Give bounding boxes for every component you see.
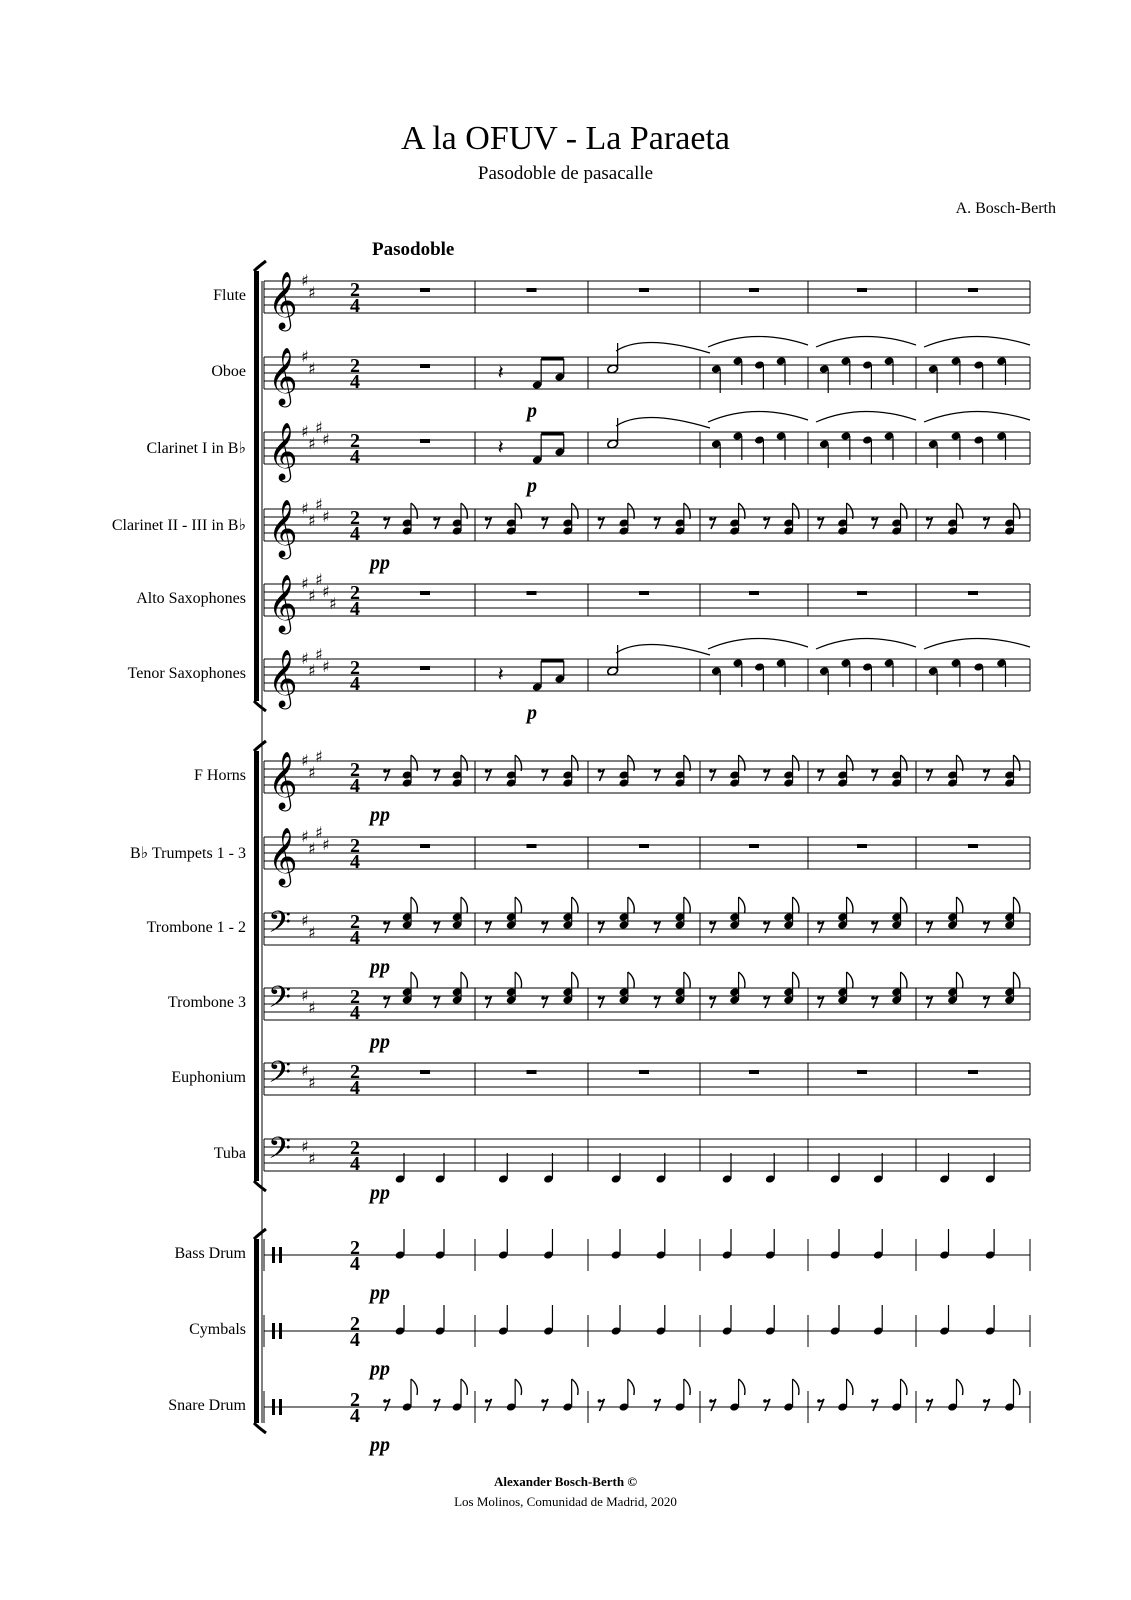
dynamic-marking: pp [370,552,390,574]
instrument-label: Euphonium [171,1069,246,1086]
sharp-icon: ♯ [315,570,323,589]
eighth-flag [793,1379,799,1395]
instrument-label: Bass Drum [174,1245,246,1262]
slur [924,411,1030,422]
sharp-icon: ♯ [308,434,316,453]
treble-clef-icon: 𝄞 [268,271,298,329]
dynamic-marking: p [527,475,537,497]
instrument-label: Flute [213,287,246,304]
slur [816,336,916,347]
dynamic-marking: pp [370,1434,390,1456]
eighth-flag [628,1379,634,1395]
dynamic-marking: p [527,702,537,724]
eighth-flag [956,1379,962,1395]
sharp-icon: ♯ [322,657,330,676]
slur [816,638,916,649]
time-signature-bottom: 4 [350,851,360,873]
eighth-flag [572,972,578,988]
treble-clef-icon: 𝄞 [268,649,298,707]
whole-rest [857,591,867,595]
whole-rest [420,844,430,848]
sharp-icon: ♯ [308,359,316,378]
slur [924,336,1030,347]
whole-rest [968,1070,978,1074]
dynamic-marking: pp [370,1358,390,1380]
eighth-flag [684,1379,690,1395]
eighth-flag [411,897,417,913]
sharp-icon: ♯ [301,271,309,290]
sharp-icon: ♯ [301,649,309,668]
sharp-icon: ♯ [308,283,316,302]
whole-rest [420,1070,430,1074]
whole-rest [420,666,430,670]
time-signature-bottom: 4 [350,775,360,797]
dynamic-marking: pp [370,1031,390,1053]
time-signature-top: 2 [350,657,360,679]
time-signature-bottom: 4 [350,1077,360,1099]
time-signature-bottom: 4 [350,1153,360,1175]
whole-rest [527,844,537,848]
sharp-icon: ♯ [301,1061,309,1080]
sharp-icon: ♯ [308,763,316,782]
eighth-flag [628,972,634,988]
time-signature-top: 2 [350,507,360,529]
staff-9 [264,972,1030,1053]
time-signature-top: 2 [350,986,360,1008]
quarter-rest-icon: 𝄽 [497,435,504,459]
slur [708,638,808,649]
whole-rest [749,288,759,292]
instrument-label: Tenor Saxophones [127,665,246,682]
eighth-flag [847,897,853,913]
eighth-flag [411,972,417,988]
sharp-icon: ♯ [322,835,330,854]
eighth-flag [847,1379,853,1395]
dynamic-marking: pp [370,804,390,826]
time-signature-bottom: 4 [350,371,360,393]
slur [616,644,710,655]
whole-rest [527,1070,537,1074]
whole-rest [857,1070,867,1074]
treble-clef-icon: 𝄞 [268,751,298,809]
instrument-label: Trombone 3 [167,994,246,1011]
slur [816,411,916,422]
instrument-label: Snare Drum [168,1397,246,1414]
staff-1 [264,336,1030,422]
treble-clef-icon: 𝄞 [268,347,298,405]
sharp-icon: ♯ [308,923,316,942]
instrument-label: Cymbals [189,1321,246,1338]
sharp-icon: ♯ [308,1149,316,1168]
dynamic-marking: pp [370,1282,390,1304]
sharp-icon: ♯ [308,586,316,605]
eighth-flag [572,1379,578,1395]
whole-rest [968,288,978,292]
score-subtitle: Pasodoble de pasacalle [477,163,654,184]
eighth-flag [684,897,690,913]
eighth-flag [793,897,799,913]
treble-clef-icon: 𝄞 [268,827,298,885]
composer-credit: A. Bosch-Berth [955,200,1056,217]
staff-3 [264,495,1030,574]
time-signature-bottom: 4 [350,295,360,317]
instrument-label: Trombone 1 - 2 [146,919,246,936]
footer-place-date: Los Molinos, Comunidad de Madrid, 2020 [454,1494,677,1509]
sharp-icon: ♯ [315,495,323,514]
sharp-icon: ♯ [301,911,309,930]
staff-14 [264,1379,1030,1456]
sharp-icon: ♯ [301,422,309,441]
time-signature-top: 2 [350,582,360,604]
whole-rest [968,591,978,595]
dynamic-marking: pp [370,956,390,978]
eighth-flag [628,897,634,913]
eighth-flag [901,1379,907,1395]
group-bracket [254,741,266,1191]
time-signature-bottom: 4 [350,1253,360,1275]
time-signature-top: 2 [350,1061,360,1083]
bass-clef-icon: 𝄢 [268,1132,292,1173]
time-signature-top: 2 [350,1237,360,1259]
sharp-icon: ♯ [308,998,316,1017]
eighth-flag [461,1379,467,1395]
sharp-icon: ♯ [301,986,309,1005]
staff-2 [264,411,1030,497]
dynamic-marking: pp [370,1182,390,1204]
eighth-flag [739,897,745,913]
staff-6 [264,747,1030,826]
eighth-flag [461,897,467,913]
whole-rest [749,591,759,595]
whole-rest [420,288,430,292]
eighth-flag [684,972,690,988]
bass-clef-icon: 𝄢 [268,1056,292,1097]
treble-clef-icon: 𝄞 [268,574,298,632]
whole-rest [968,844,978,848]
whole-rest [420,364,430,368]
eighth-flag [572,897,578,913]
sharp-icon: ♯ [308,661,316,680]
score-title: A la OFUV - La Paraeta [401,120,730,157]
sharp-icon: ♯ [308,511,316,530]
whole-rest [857,844,867,848]
sharp-icon: ♯ [301,751,309,770]
sharp-icon: ♯ [301,347,309,366]
sharp-icon: ♯ [315,418,323,437]
slur [616,417,710,428]
whole-rest [639,591,649,595]
time-signature-bottom: 4 [350,598,360,620]
time-signature-top: 2 [350,911,360,933]
instrument-label: Tuba [213,1145,246,1162]
sharp-icon: ♯ [301,1137,309,1156]
sharp-icon: ♯ [329,594,337,613]
eighth-flag [901,972,907,988]
sharp-icon: ♯ [315,823,323,842]
whole-rest [420,439,430,443]
sharp-icon: ♯ [322,582,330,601]
eighth-flag [515,1379,521,1395]
instrument-label: B♭ Trumpets 1 - 3 [129,845,246,862]
sharp-icon: ♯ [301,499,309,518]
time-signature-bottom: 4 [350,523,360,545]
staff-12 [264,1229,1030,1304]
eighth-flag [739,1379,745,1395]
eighth-flag [793,972,799,988]
instrument-label: F Horns [193,767,246,784]
time-signature-bottom: 4 [350,1405,360,1427]
sharp-icon: ♯ [301,574,309,593]
eighth-flag [1013,1379,1019,1395]
whole-rest [527,591,537,595]
eighth-flag [956,972,962,988]
instrument-label: Clarinet II - III in B♭ [111,517,246,534]
quarter-rest-icon: 𝄽 [497,360,504,384]
staff-11 [264,1132,1030,1204]
whole-rest [857,288,867,292]
eighth-flag [739,972,745,988]
whole-rest [420,591,430,595]
time-signature-bottom: 4 [350,673,360,695]
slur [708,411,808,422]
time-signature-top: 2 [350,759,360,781]
instrument-label: Clarinet I in B♭ [146,440,246,457]
eighth-flag [847,972,853,988]
time-signature-top: 2 [350,279,360,301]
time-signature-top: 2 [350,430,360,452]
time-signature-top: 2 [350,835,360,857]
time-signature-bottom: 4 [350,1002,360,1024]
staff-10 [264,1056,1030,1099]
sharp-icon: ♯ [322,507,330,526]
eighth-flag [1013,897,1019,913]
eighth-flag [1013,972,1019,988]
staff-13 [264,1305,1030,1380]
whole-rest [639,1070,649,1074]
footer-copyright: Alexander Bosch-Berth © [493,1474,638,1489]
tempo-marking: Pasodoble [372,239,455,260]
sharp-icon: ♯ [301,827,309,846]
eighth-flag [411,1379,417,1395]
eighth-flag [515,972,521,988]
eighth-flag [515,897,521,913]
staff-7 [264,823,1030,888]
sharp-icon: ♯ [315,747,323,766]
bass-clef-icon: 𝄢 [268,981,292,1022]
sharp-icon: ♯ [308,839,316,858]
quarter-rest-icon: 𝄽 [497,662,504,686]
sharp-icon: ♯ [322,430,330,449]
slur [924,638,1030,649]
whole-rest [639,844,649,848]
sharp-icon: ♯ [308,1073,316,1092]
eighth-flag [956,897,962,913]
whole-rest [639,288,649,292]
treble-clef-icon: 𝄞 [268,422,298,480]
dynamic-marking: p [527,400,537,422]
eighth-flag [901,897,907,913]
treble-clef-icon: 𝄞 [268,499,298,557]
time-signature-top: 2 [350,355,360,377]
whole-rest [527,288,537,292]
slur [616,342,710,353]
sharp-icon: ♯ [315,645,323,664]
instrument-label: Alto Saxophones [136,590,246,607]
eighth-flag [461,972,467,988]
staff-5 [264,638,1030,724]
slur [708,336,808,347]
whole-rest [749,1070,759,1074]
time-signature-top: 2 [350,1137,360,1159]
time-signature-bottom: 4 [350,927,360,949]
bass-clef-icon: 𝄢 [268,906,292,947]
instrument-label: Oboe [211,363,246,380]
staff-8 [264,897,1030,978]
whole-rest [749,844,759,848]
group-bracket [254,261,266,711]
staff-0 [264,271,1030,332]
time-signature-top: 2 [350,1389,360,1411]
time-signature-top: 2 [350,1313,360,1335]
time-signature-bottom: 4 [350,1329,360,1351]
staff-4 [264,570,1030,635]
time-signature-bottom: 4 [350,446,360,468]
